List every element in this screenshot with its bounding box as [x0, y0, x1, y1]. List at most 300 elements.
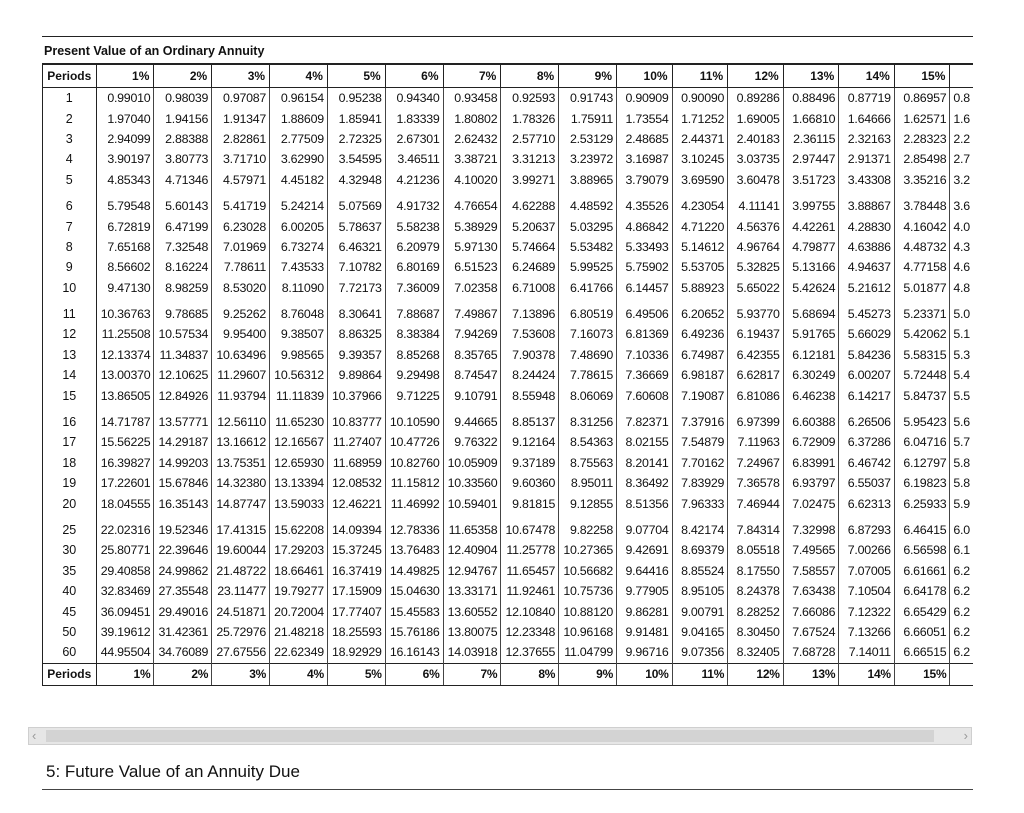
period-cell: 18: [43, 453, 97, 473]
value-cell: 11.65230: [270, 406, 328, 432]
value-cell: 16.39827: [96, 453, 154, 473]
value-cell: 8.24424: [501, 365, 559, 385]
value-cell: 18.04555: [96, 493, 154, 513]
value-cell: 2.53129: [559, 129, 617, 149]
value-cell: 2.32163: [839, 129, 895, 149]
clipped-value-cell: 6.1: [953, 543, 970, 558]
value-cell: 21.48218: [270, 622, 328, 642]
value-cell: 4.62288: [501, 190, 559, 216]
scroll-right-icon[interactable]: ›: [963, 728, 968, 743]
value-cell: 8.24378: [728, 581, 784, 601]
value-cell: 9.91481: [617, 622, 673, 642]
value-cell: 11.25778: [501, 540, 559, 560]
value-cell: 6.66051: [894, 622, 950, 642]
scroll-left-icon[interactable]: ‹: [32, 728, 37, 743]
value-cell: 8.17550: [728, 561, 784, 581]
value-cell: 4.45182: [270, 170, 328, 190]
value-cell: 1.64666: [839, 108, 895, 128]
value-cell: 11.04799: [559, 642, 617, 663]
value-cell: 16.35143: [154, 493, 212, 513]
value-cell: 3.71710: [212, 149, 270, 169]
value-cell: 7.48690: [559, 345, 617, 365]
value-cell: 9.82258: [559, 514, 617, 540]
value-cell: 3.38721: [443, 149, 501, 169]
value-cell: 6.47199: [154, 216, 212, 236]
value-cell: 39.19612: [96, 622, 154, 642]
value-cell: 6.55037: [839, 473, 895, 493]
value-cell: 6.74987: [672, 345, 728, 365]
value-cell: 22.62349: [270, 642, 328, 663]
value-cell: 9.60360: [501, 473, 559, 493]
value-cell: 19.79277: [270, 581, 328, 601]
value-cell: 6.37286: [839, 432, 895, 452]
value-cell: 12.08532: [327, 473, 385, 493]
rate-footer: 6%: [385, 663, 443, 685]
value-cell: 8.85524: [672, 561, 728, 581]
value-cell: 23.11477: [212, 581, 270, 601]
value-cell: 8.76048: [270, 298, 328, 324]
period-cell: 50: [43, 622, 97, 642]
value-cell: 3.35216: [894, 170, 950, 190]
value-cell: 8.85137: [501, 406, 559, 432]
footer-row: [43, 663, 974, 685]
value-cell: 1.62571: [894, 108, 950, 128]
value-cell: 7.49867: [443, 298, 501, 324]
value-cell: 3.16987: [617, 149, 673, 169]
value-cell: 6.56598: [894, 540, 950, 560]
value-cell: 6.23028: [212, 216, 270, 236]
value-cell: 3.60478: [728, 170, 784, 190]
value-cell: 8.28252: [728, 601, 784, 621]
value-cell: 8.30450: [728, 622, 784, 642]
clipped-value-cell: 4.3: [953, 239, 970, 254]
value-cell: 18.66461: [270, 561, 328, 581]
period-cell: 11: [43, 298, 97, 324]
value-cell: 2.91371: [839, 149, 895, 169]
rate-header: 5%: [327, 64, 385, 88]
value-cell: 5.72448: [894, 365, 950, 385]
header-row: [43, 64, 974, 88]
period-cell: 2: [43, 108, 97, 128]
period-cell: 40: [43, 581, 97, 601]
value-cell: 6.46742: [839, 453, 895, 473]
value-cell: 11.65457: [501, 561, 559, 581]
value-cell: 10.47726: [385, 432, 443, 452]
rate-footer: 14%: [839, 663, 895, 685]
value-cell: 6.00205: [270, 216, 328, 236]
value-cell: 5.58315: [894, 345, 950, 365]
value-cell: 19.60044: [212, 540, 270, 560]
overflow-header: [950, 64, 973, 88]
value-cell: 11.25508: [96, 324, 154, 344]
value-cell: 6.65429: [894, 601, 950, 621]
table-row: [43, 514, 974, 540]
value-cell: 7.00266: [839, 540, 895, 560]
clipped-value-cell: 5.6: [953, 415, 970, 430]
value-cell: 6.73274: [270, 237, 328, 257]
period-cell: 15: [43, 385, 97, 405]
value-cell: 6.49506: [617, 298, 673, 324]
value-cell: 13.16612: [212, 432, 270, 452]
value-cell: 25.80771: [96, 540, 154, 560]
value-cell: 9.37189: [501, 453, 559, 473]
value-cell: 4.71346: [154, 170, 212, 190]
value-cell: 9.25262: [212, 298, 270, 324]
value-cell: 1.80802: [443, 108, 501, 128]
table-row: [43, 406, 974, 432]
period-cell: 16: [43, 406, 97, 432]
value-cell: 10.75736: [559, 581, 617, 601]
table-row: [43, 237, 974, 257]
value-cell: 0.94340: [385, 88, 443, 109]
value-cell: 7.16073: [559, 324, 617, 344]
period-header: Periods: [43, 64, 97, 88]
value-cell: 12.16567: [270, 432, 328, 452]
value-cell: 8.20141: [617, 453, 673, 473]
value-cell: 2.44371: [672, 129, 728, 149]
value-cell: 6.19823: [894, 473, 950, 493]
annuity-table: [42, 63, 973, 686]
table-row: [43, 453, 974, 473]
value-cell: 8.16224: [154, 257, 212, 277]
value-cell: 15.37245: [327, 540, 385, 560]
clipped-value-cell: 5.4: [953, 368, 970, 383]
value-cell: 10.36763: [96, 298, 154, 324]
value-cell: 9.86281: [617, 601, 673, 621]
value-cell: 11.68959: [327, 453, 385, 473]
value-cell: 6.30249: [783, 365, 839, 385]
value-cell: 25.72976: [212, 622, 270, 642]
clipped-value-cell: 5.3: [953, 347, 970, 362]
value-cell: 8.95011: [559, 473, 617, 493]
table-row: [43, 493, 974, 513]
value-cell: 10.63496: [212, 345, 270, 365]
value-cell: 4.77158: [894, 257, 950, 277]
value-cell: 12.37655: [501, 642, 559, 663]
value-cell: 0.87719: [839, 88, 895, 109]
value-cell: 3.54595: [327, 149, 385, 169]
value-cell: 9.00791: [672, 601, 728, 621]
value-cell: 11.27407: [327, 432, 385, 452]
value-cell: 34.76089: [154, 642, 212, 663]
value-cell: 4.21236: [385, 170, 443, 190]
rate-footer: 15%: [894, 663, 950, 685]
value-cell: 0.95238: [327, 88, 385, 109]
value-cell: 11.92461: [501, 581, 559, 601]
value-cell: 14.29187: [154, 432, 212, 452]
value-cell: 13.59033: [270, 493, 328, 513]
value-cell: 7.01969: [212, 237, 270, 257]
value-cell: 7.46944: [728, 493, 784, 513]
value-cell: 5.01877: [894, 278, 950, 298]
value-cell: 5.91765: [783, 324, 839, 344]
value-cell: 3.78448: [894, 190, 950, 216]
value-cell: 6.20652: [672, 298, 728, 324]
table-row: [43, 257, 974, 277]
top-rule: [42, 36, 973, 37]
value-cell: 2.40183: [728, 129, 784, 149]
period-cell: 6: [43, 190, 97, 216]
value-cell: 2.48685: [617, 129, 673, 149]
value-cell: 7.70162: [672, 453, 728, 473]
value-cell: 14.09394: [327, 514, 385, 540]
value-cell: 9.04165: [672, 622, 728, 642]
clipped-value-cell: 2.2: [953, 131, 970, 146]
value-cell: 5.14612: [672, 237, 728, 257]
value-cell: 3.79079: [617, 170, 673, 190]
value-cell: 44.95504: [96, 642, 154, 663]
value-cell: 7.88687: [385, 298, 443, 324]
scrollbar-thumb[interactable]: [46, 730, 934, 742]
value-cell: 12.10840: [501, 601, 559, 621]
value-cell: 12.56110: [212, 406, 270, 432]
value-cell: 4.94637: [839, 257, 895, 277]
value-cell: 11.34837: [154, 345, 212, 365]
value-cell: 6.14217: [839, 385, 895, 405]
value-cell: 2.28323: [894, 129, 950, 149]
table-scroll-area[interactable]: [42, 63, 973, 745]
value-cell: 10.56682: [559, 561, 617, 581]
value-cell: 7.65168: [96, 237, 154, 257]
value-cell: 4.48732: [894, 237, 950, 257]
period-cell: 60: [43, 642, 97, 663]
value-cell: 6.81086: [728, 385, 784, 405]
value-cell: 5.99525: [559, 257, 617, 277]
rate-footer: 5%: [327, 663, 385, 685]
value-cell: 22.02316: [96, 514, 154, 540]
value-cell: 14.99203: [154, 453, 212, 473]
value-cell: 7.10336: [617, 345, 673, 365]
value-cell: 13.75351: [212, 453, 270, 473]
value-cell: 7.07005: [839, 561, 895, 581]
rate-footer: 1%: [96, 663, 154, 685]
value-cell: 5.33493: [617, 237, 673, 257]
period-cell: 25: [43, 514, 97, 540]
value-cell: 1.97040: [96, 108, 154, 128]
value-cell: 3.99271: [501, 170, 559, 190]
value-cell: 24.99862: [154, 561, 212, 581]
value-cell: 13.60552: [443, 601, 501, 621]
value-cell: 6.93797: [783, 473, 839, 493]
value-cell: 0.89286: [728, 88, 784, 109]
value-cell: 8.31256: [559, 406, 617, 432]
value-cell: 6.20979: [385, 237, 443, 257]
value-cell: 4.57971: [212, 170, 270, 190]
rate-footer: 3%: [212, 663, 270, 685]
value-cell: 5.41719: [212, 190, 270, 216]
value-cell: 9.81815: [501, 493, 559, 513]
value-cell: 12.84926: [154, 385, 212, 405]
rate-header: 1%: [96, 64, 154, 88]
value-cell: 9.42691: [617, 540, 673, 560]
value-cell: 11.93794: [212, 385, 270, 405]
table-title: Present Value of an Ordinary Annuity: [44, 44, 265, 58]
clipped-value-cell: 6.2: [953, 624, 970, 639]
value-cell: 4.56376: [728, 216, 784, 236]
value-cell: 7.19087: [672, 385, 728, 405]
value-cell: 9.38507: [270, 324, 328, 344]
value-cell: 7.13266: [839, 622, 895, 642]
value-cell: 13.86505: [96, 385, 154, 405]
value-cell: 7.36009: [385, 278, 443, 298]
value-cell: 1.91347: [212, 108, 270, 128]
value-cell: 7.24967: [728, 453, 784, 473]
value-cell: 16.37419: [327, 561, 385, 581]
rate-footer: 9%: [559, 663, 617, 685]
value-cell: 5.68694: [783, 298, 839, 324]
value-cell: 13.80075: [443, 622, 501, 642]
value-cell: 4.85343: [96, 170, 154, 190]
value-cell: 2.97447: [783, 149, 839, 169]
clipped-value-cell: 2.7: [953, 152, 970, 167]
value-cell: 7.78615: [559, 365, 617, 385]
value-cell: 6.98187: [672, 365, 728, 385]
value-cell: 0.96154: [270, 88, 328, 109]
value-cell: 6.19437: [728, 324, 784, 344]
clipped-value-cell: 5.0: [953, 307, 970, 322]
rate-header: 13%: [783, 64, 839, 88]
value-cell: 14.71787: [96, 406, 154, 432]
period-footer: Periods: [43, 663, 97, 685]
value-cell: 2.94099: [96, 129, 154, 149]
value-cell: 8.42174: [672, 514, 728, 540]
value-cell: 9.44665: [443, 406, 501, 432]
rate-header: 7%: [443, 64, 501, 88]
value-cell: 2.88388: [154, 129, 212, 149]
value-cell: 7.68728: [783, 642, 839, 663]
value-cell: 8.69379: [672, 540, 728, 560]
value-cell: 8.95105: [672, 581, 728, 601]
value-cell: 2.57710: [501, 129, 559, 149]
value-cell: 16.16143: [385, 642, 443, 663]
table-row: [43, 129, 974, 149]
value-cell: 12.78336: [385, 514, 443, 540]
table-row: [43, 473, 974, 493]
value-cell: 8.54363: [559, 432, 617, 452]
table-row: [43, 190, 974, 216]
clipped-value-cell: 1.6: [953, 111, 970, 126]
clipped-value-cell: 6.2: [953, 604, 970, 619]
value-cell: 6.14457: [617, 278, 673, 298]
clipped-value-cell: 4.0: [953, 219, 970, 234]
value-cell: 29.49016: [154, 601, 212, 621]
value-cell: 1.71252: [672, 108, 728, 128]
value-cell: 7.84314: [728, 514, 784, 540]
value-cell: 6.12797: [894, 453, 950, 473]
value-cell: 10.67478: [501, 514, 559, 540]
value-cell: 1.73554: [617, 108, 673, 128]
period-cell: 8: [43, 237, 97, 257]
table-row: [43, 540, 974, 560]
value-cell: 11.15812: [385, 473, 443, 493]
table-row: [43, 365, 974, 385]
value-cell: 1.85941: [327, 108, 385, 128]
value-cell: 6.72909: [783, 432, 839, 452]
table-row: [43, 170, 974, 190]
value-cell: 6.60388: [783, 406, 839, 432]
value-cell: 5.32825: [728, 257, 784, 277]
rate-header: 3%: [212, 64, 270, 88]
value-cell: 1.66810: [783, 108, 839, 128]
value-cell: 2.82861: [212, 129, 270, 149]
value-cell: 9.12164: [501, 432, 559, 452]
value-cell: 5.93770: [728, 298, 784, 324]
value-cell: 6.26506: [839, 406, 895, 432]
period-cell: 30: [43, 540, 97, 560]
table-row: [43, 108, 974, 128]
value-cell: 5.75902: [617, 257, 673, 277]
rate-header: 6%: [385, 64, 443, 88]
value-cell: 7.72173: [327, 278, 385, 298]
clipped-value-cell: 3.6: [953, 199, 970, 214]
value-cell: 3.62990: [270, 149, 328, 169]
period-cell: 12: [43, 324, 97, 344]
value-cell: 6.87293: [839, 514, 895, 540]
value-cell: 7.36669: [617, 365, 673, 385]
value-cell: 9.47130: [96, 278, 154, 298]
value-cell: 3.23972: [559, 149, 617, 169]
value-cell: 12.40904: [443, 540, 501, 560]
value-cell: 6.62817: [728, 365, 784, 385]
rate-footer: 11%: [672, 663, 728, 685]
value-cell: 4.42261: [783, 216, 839, 236]
value-cell: 8.02155: [617, 432, 673, 452]
period-cell: 5: [43, 170, 97, 190]
period-cell: 14: [43, 365, 97, 385]
value-cell: 8.55948: [501, 385, 559, 405]
value-cell: 5.53482: [559, 237, 617, 257]
value-cell: 0.93458: [443, 88, 501, 109]
period-cell: 7: [43, 216, 97, 236]
value-cell: 6.61661: [894, 561, 950, 581]
value-cell: 5.20637: [501, 216, 559, 236]
rate-header: 9%: [559, 64, 617, 88]
value-cell: 11.29607: [212, 365, 270, 385]
value-cell: 10.83777: [327, 406, 385, 432]
period-cell: 1: [43, 88, 97, 109]
value-cell: 3.88867: [839, 190, 895, 216]
value-cell: 0.86957: [894, 88, 950, 109]
value-cell: 14.03918: [443, 642, 501, 663]
horizontal-scrollbar[interactable]: [28, 727, 972, 745]
value-cell: 12.65930: [270, 453, 328, 473]
value-cell: 6.71008: [501, 278, 559, 298]
value-cell: 2.72325: [327, 129, 385, 149]
value-cell: 5.97130: [443, 237, 501, 257]
value-cell: 7.94269: [443, 324, 501, 344]
value-cell: 0.97087: [212, 88, 270, 109]
value-cell: 5.58238: [385, 216, 443, 236]
value-cell: 5.79548: [96, 190, 154, 216]
value-cell: 31.42361: [154, 622, 212, 642]
value-cell: 2.36115: [783, 129, 839, 149]
value-cell: 10.37966: [327, 385, 385, 405]
value-cell: 8.53020: [212, 278, 270, 298]
value-cell: 3.46511: [385, 149, 443, 169]
value-cell: 3.99755: [783, 190, 839, 216]
value-cell: 5.13166: [783, 257, 839, 277]
value-cell: 15.45583: [385, 601, 443, 621]
value-cell: 2.67301: [385, 129, 443, 149]
value-cell: 7.02358: [443, 278, 501, 298]
value-cell: 29.40858: [96, 561, 154, 581]
value-cell: 10.82760: [385, 453, 443, 473]
value-cell: 5.07569: [327, 190, 385, 216]
clipped-value-cell: 4.8: [953, 280, 970, 295]
value-cell: 24.51871: [212, 601, 270, 621]
value-cell: 10.57534: [154, 324, 212, 344]
clipped-value-cell: 3.2: [953, 172, 970, 187]
